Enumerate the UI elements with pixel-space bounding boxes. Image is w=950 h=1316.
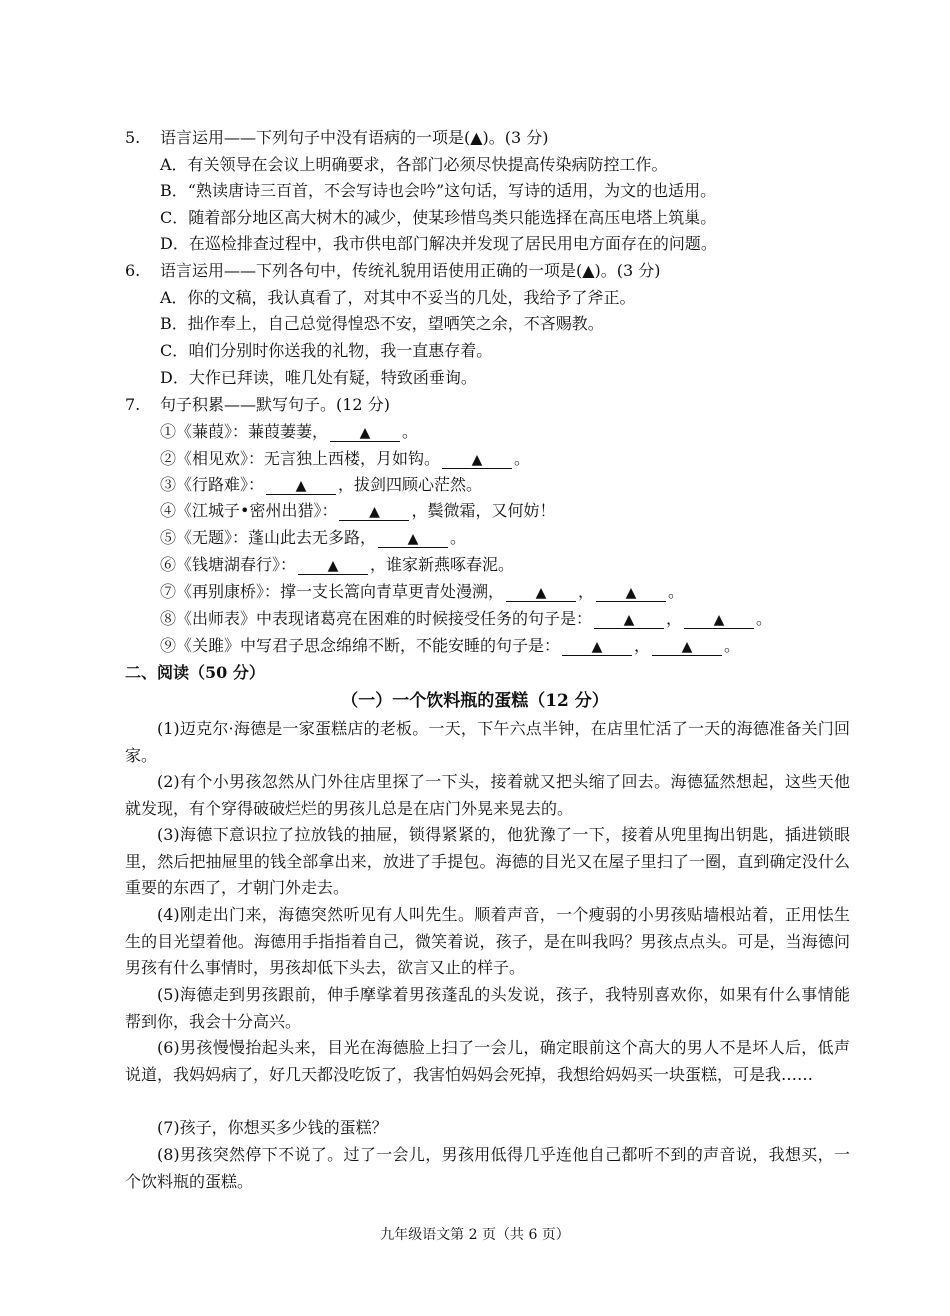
paragraph-1: (1)迈克尔·海德是一家蛋糕店的老板。一天，下午六点半钟，在店里忙活了一天的海德准备关门回家。 (125, 719, 850, 765)
q7-item-3: ③《行路难》：▲ ，拔剑四顾心茫然。 (160, 475, 482, 495)
answer-blank[interactable] (596, 584, 666, 602)
q7-item-9: ⑨《关雎》中写君子思念绵绵不断，不能安睡的句子是：▲ ，▲ 。 (160, 636, 740, 656)
q7-item-7: ⑦《再别康桥》：撑一支长篙向青草更青处漫溯，▲ ，▲ 。 (160, 582, 684, 602)
passage-title: （一）一个饮料瓶的蛋糕（12 分） (341, 691, 609, 711)
answer-blank[interactable] (339, 503, 409, 521)
q5-stem: 语言运用——下列句子中没有语病的一项是(▲)。(3 分) (160, 128, 549, 147)
q7-item-2: ②《相见欢》：无言独上西楼，月如钩。▲ 。 (160, 449, 530, 469)
answer-blank[interactable] (506, 584, 576, 602)
paragraph-6: (6)男孩慢慢抬起头来，目光在海德脸上扫了一会儿，确定眼前这个高大的男人不是坏人后，低声说道，我妈妈病了，好几天都没吃饭了，我害怕妈妈会死掉，我想给妈妈买一块蛋糕，可是我…… (125, 1038, 850, 1084)
q6-option-c: C．咱们分别时你送我的礼物，我一直惠存着。 (160, 341, 493, 360)
paragraph-5: (5)海德走到男孩跟前，伸手摩挲着男孩蓬乱的头发说，孩子，我特别喜欢你，如果有什么事情能帮到你，我会十分高兴。 (125, 985, 850, 1031)
q7-stem: 句子积累——默写句子。(12 分) (160, 395, 390, 414)
section-heading: 二、阅读（50 分） (125, 663, 265, 682)
paragraph-3: (3)海德下意识拉了拉放钱的抽屉，锁得紧紧的，他犹豫了一下，接着从兜里掏出钥匙，插进锁眼里，然后把抽屉里的钱全部拿出来，放进了手提包。海德的目光又在屋子里扫了一圈，直到确定没什么重要的东西了，才朝门外走去。 (125, 825, 850, 897)
q5-option-d: D．在巡检排查过程中，我市供电部门解决并发现了居民用电方面存在的问题。 (160, 234, 717, 253)
q6-option-d: D．大作已拜读，唯几处有疑，特致函垂询。 (160, 368, 477, 387)
q5-option-c: C．随着部分地区高大树木的减少，使某珍惜鸟类只能选择在高压电塔上筑巢。 (160, 208, 717, 227)
q5-option-b: B．“熟读唐诗三百首，不会写诗也会吟”这句话，写诗的适用，为文的也适用。 (160, 181, 717, 200)
answer-blank[interactable] (562, 638, 632, 656)
q7-item-6: ⑥《钱塘湖春行》：▲ ，谁家新燕啄春泥。 (160, 555, 514, 575)
page-footer: 九年级语文第 2 页（共 6 页） (380, 1227, 570, 1243)
q5-option-a: A．有关领导在会议上明确要求，各部门必须尽快提高传染病防控工作。 (160, 155, 668, 174)
q6-stem: 语言运用——下列各句中，传统礼貌用语使用正确的一项是(▲)。(3 分) (160, 261, 661, 280)
answer-blank[interactable] (330, 424, 400, 442)
paragraph-7: (7)孩子，你想买多少钱的蛋糕？ (157, 1118, 388, 1137)
answer-blank[interactable] (594, 611, 664, 629)
paragraph-2: (2)有个小男孩忽然从门外往店里探了一下头，接着就又把头缩了回去。海德猛然想起，这些天他就发现，有个穿得破破烂烂的男孩儿总是在店门外晃来晃去的。 (125, 772, 850, 818)
q7-item-8: ⑧《出师表》中表现诸葛亮在困难的时候接受任务的句子是：▲ ，▲ 。 (160, 609, 772, 629)
answer-blank[interactable] (266, 477, 336, 495)
q6-option-a: A．你的文稿，我认真看了，对其中不妥当的几处，我给予了斧正。 (160, 288, 636, 307)
q6-number: 6. (125, 261, 141, 280)
answer-blank[interactable] (442, 451, 512, 469)
answer-blank[interactable] (652, 638, 722, 656)
q7-item-5: ⑤《无题》：蓬山此去无多路，▲ 。 (160, 528, 466, 548)
answer-blank[interactable] (684, 611, 754, 629)
paragraph-8: (8)男孩突然停下不说了。过了一会儿，男孩用低得几乎连他自己都听不到的声音说，我想买，一个饮料瓶的蛋糕。 (125, 1145, 850, 1191)
q7-item-4: ④《江城子•密州出猎》：▲ ，鬓微霜，又何妨！ (160, 501, 555, 521)
q6-option-b: B．拙作奉上，自己总觉得惶恐不安，望哂笑之余，不吝赐教。 (160, 314, 604, 333)
q7-item-1: ①《蒹葭》：蒹葭萋萋，▲ 。 (160, 422, 418, 442)
q5-number: 5. (125, 128, 141, 147)
answer-blank[interactable] (298, 557, 368, 575)
q7-number: 7. (125, 395, 141, 414)
paragraph-4: (4)刚走出门来，海德突然听见有人叫先生。顺着声音，一个瘦弱的小男孩贴墙根站着，正用怯生生的目光望着他。海德用手指指着自己，微笑着说，孩子，是在叫我吗？男孩点点头。可是，当海德问男孩有什么事情时，男孩却低下头去，欲言又止的样子。 (125, 905, 850, 977)
answer-blank[interactable] (378, 530, 448, 548)
